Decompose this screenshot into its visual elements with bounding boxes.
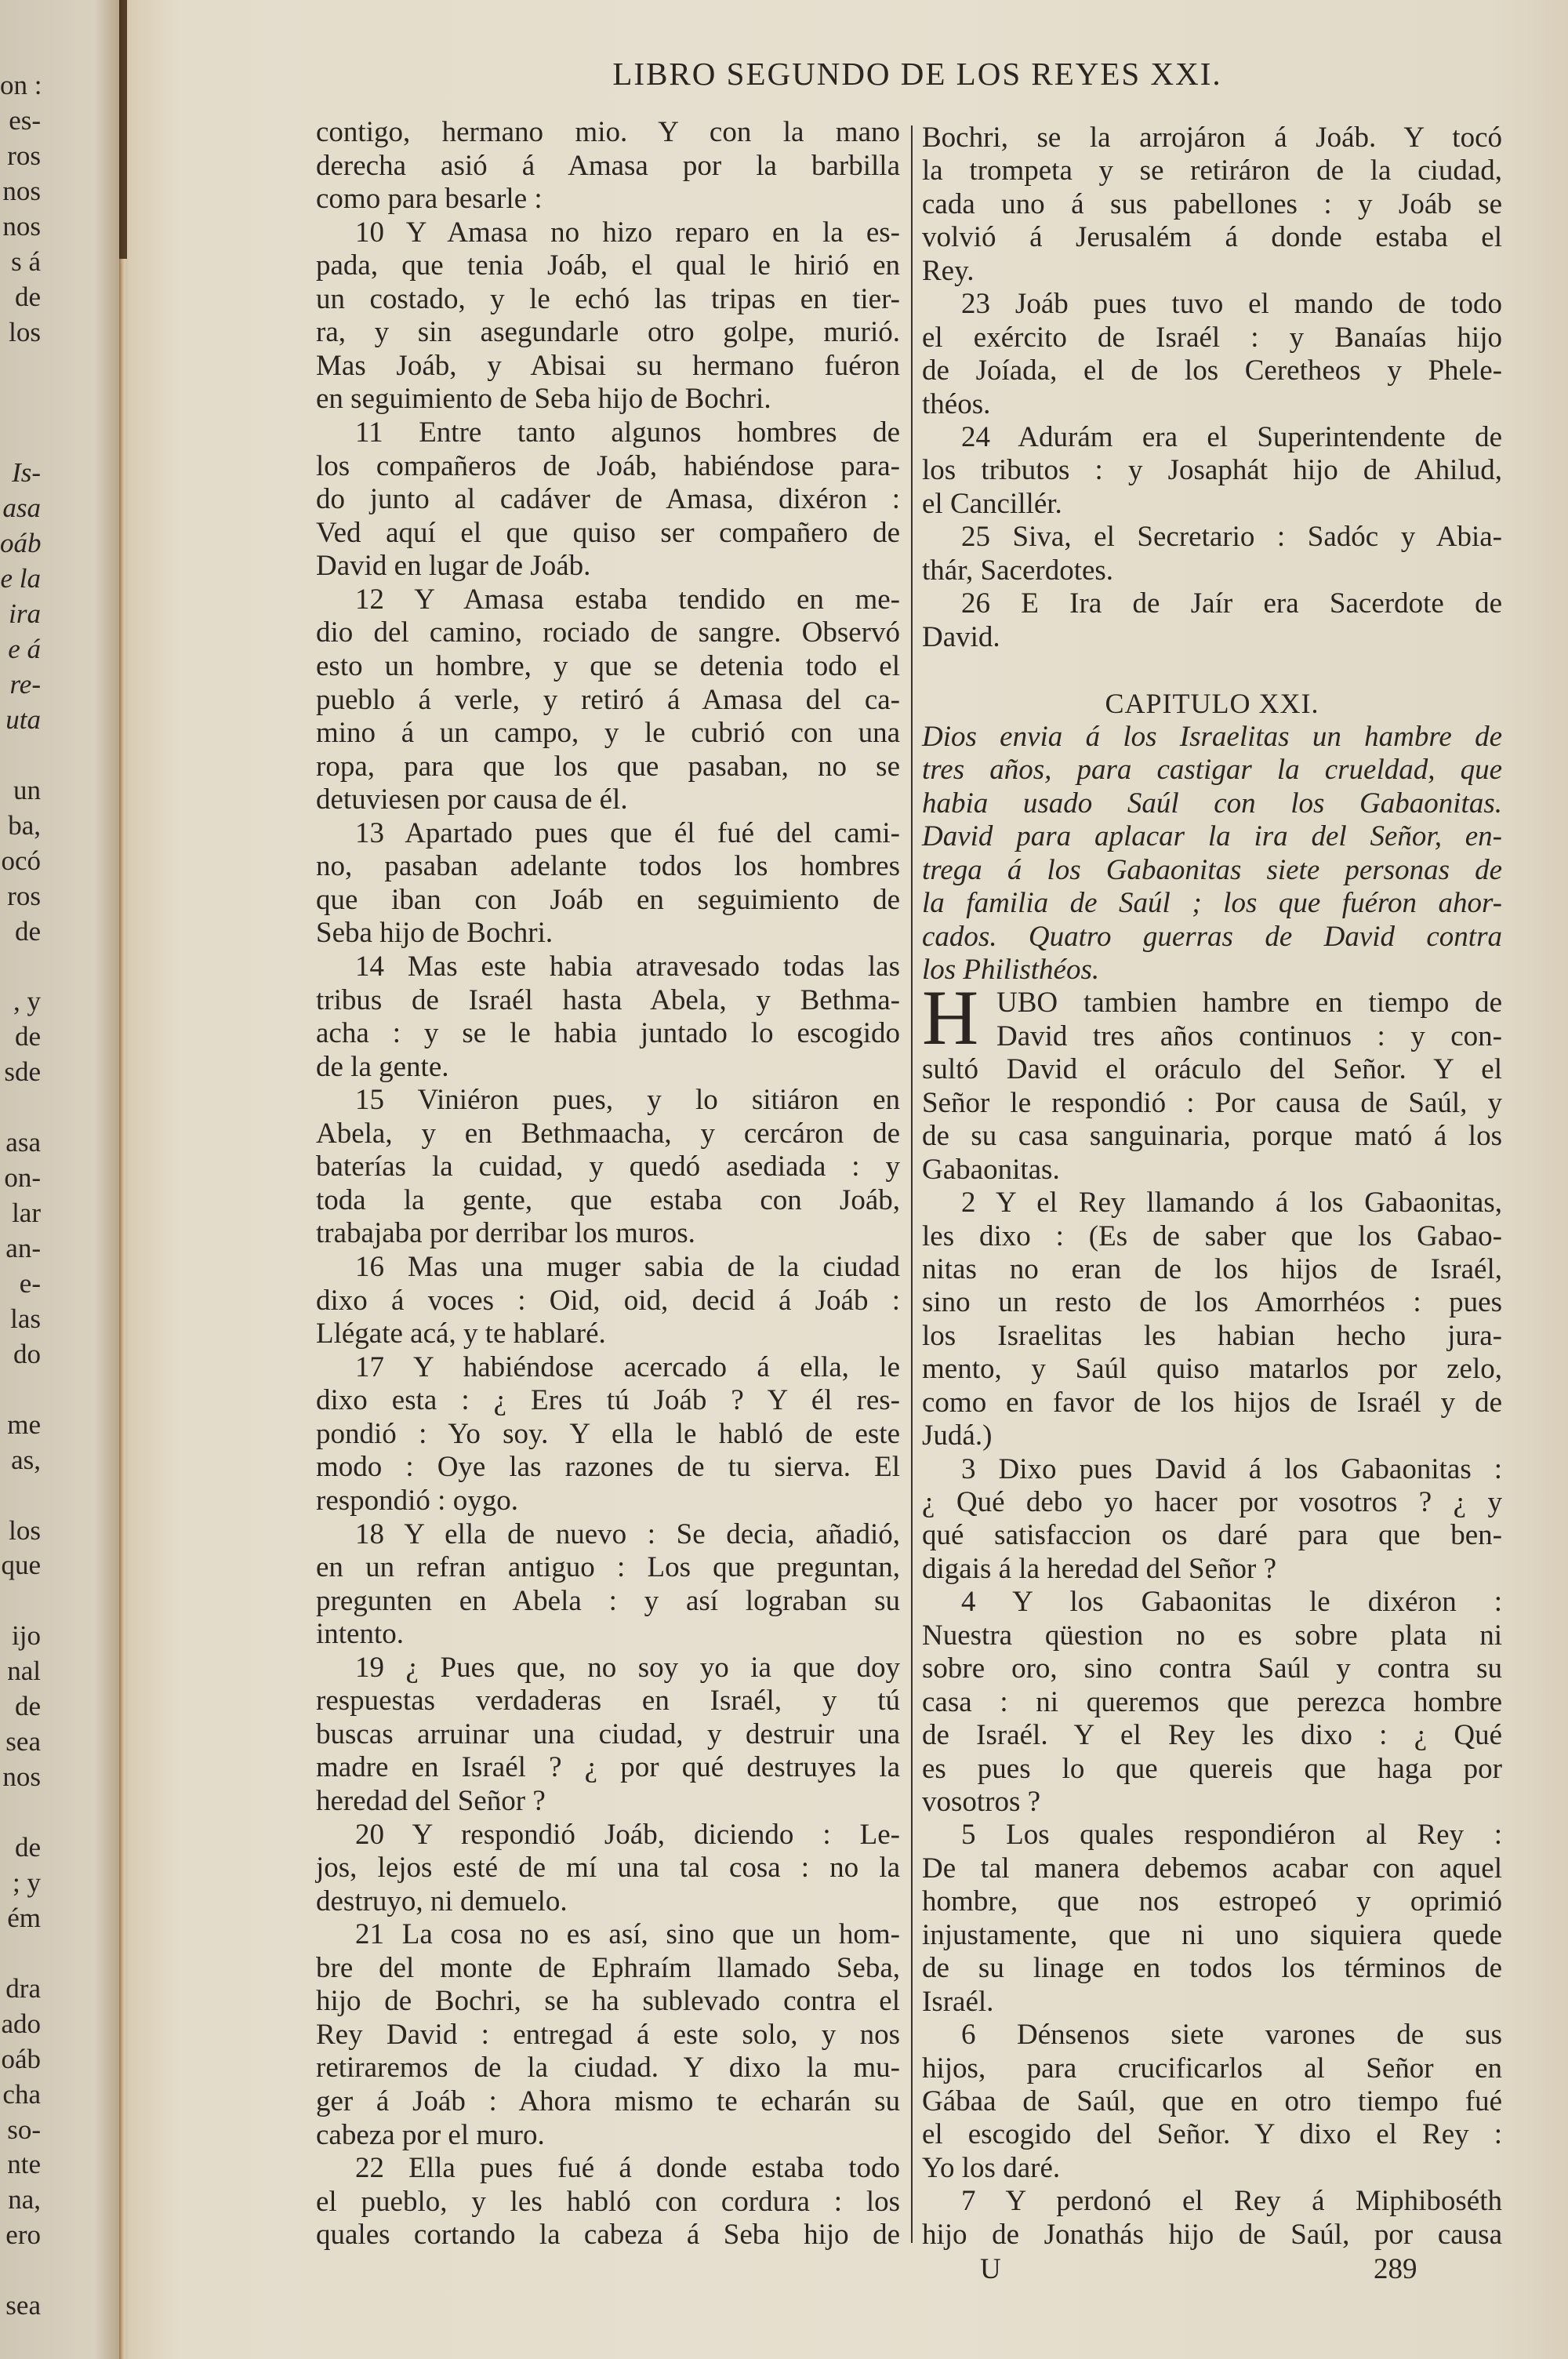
text-line: 6 Dénsenos siete varones de sus	[961, 2019, 1502, 2052]
facing-page-fragment: de	[14, 915, 41, 947]
text-line: modo : Oye las razones de tu sierva. El	[316, 1451, 900, 1484]
text-line: Abela, y en Bethmaacha, y cercáron de	[316, 1117, 900, 1150]
column-divider	[911, 125, 913, 2243]
facing-page-fragment: ijo	[12, 1620, 41, 1652]
text-line: toda la gente, que estaba con Joáb,	[316, 1183, 900, 1216]
text-line: jos, lejos esté de mí una tal cosa : no la	[316, 1852, 900, 1885]
text-line: dixo á voces : Oid, oid, decid á Joáb :	[316, 1284, 900, 1317]
text-line: no, pasaban adelante todos los hombres	[316, 850, 900, 883]
text-line: heredad del Señor ?	[316, 1785, 546, 1817]
text-line: como para besarle :	[316, 183, 543, 216]
text-line: Bochri, se la arrojáron á Joáb. Y tocó	[922, 122, 1502, 154]
facing-page-fragment: e á	[8, 634, 41, 665]
text-line: 13 Apartado pues que él fué del cami-	[355, 816, 900, 849]
text-line: théos.	[922, 387, 991, 420]
text-line: trabajaba por derribar los muros.	[316, 1217, 695, 1250]
text-line: 5 Los quales respondiéron al Rey :	[961, 1819, 1502, 1852]
facing-page-fragment: de	[14, 281, 41, 312]
text-line: sino un resto de los Amorrhéos : pues	[922, 1286, 1502, 1319]
facing-page-fragment: ros	[7, 140, 41, 171]
facing-page-fragment: que	[1, 1550, 41, 1581]
text-line: 3 Dixo pues David á los Gabaonitas :	[961, 1452, 1502, 1485]
facing-page-fragment: ba,	[8, 809, 41, 841]
text-line: intento.	[316, 1618, 405, 1651]
chapter-summary-line: la familia de Saúl ; los que fuéron ahor-	[922, 887, 1502, 920]
text-line: ropa, para que los que pasaban, no se	[316, 750, 900, 783]
text-line: acha : y se le habia juntado lo escogido	[316, 1017, 900, 1050]
text-line: Ved aquí el que quiso ser compañero de	[316, 516, 900, 549]
text-line: Seba hijo de Bochri.	[316, 917, 554, 950]
text-line: el pueblo, y les habló con cordura : los	[316, 2185, 900, 2218]
text-line: 16 Mas una muger sabia de la ciudad	[355, 1251, 900, 1284]
text-line: esto un hombre, y que se detenia todo el	[316, 649, 900, 682]
facing-page-fragment: Is-	[12, 457, 41, 489]
text-line: sultó David el oráculo del Señor. Y el	[922, 1053, 1502, 1086]
text-line: Nuestra qüestion no es sobre plata ni	[922, 1619, 1502, 1652]
facing-page-fragment: cha	[2, 2078, 41, 2110]
text-line: los compañeros de Joáb, habiéndose para-	[316, 449, 900, 482]
text-line: de Israél. Y el Rey les dixo : ¿ Qué	[922, 1719, 1502, 1752]
text-line: Yo los daré.	[922, 2151, 1061, 2184]
page-number: 289	[1374, 2253, 1417, 2285]
text-line: ¿ Qué debo yo hacer por vosotros ? ¿ y	[922, 1486, 1502, 1519]
text-line: 23 Joáb pues tuvo el mando de todo	[961, 288, 1502, 321]
text-line: 2 Y el Rey llamando á los Gabaonitas,	[961, 1187, 1502, 1219]
facing-page-fragment: me	[7, 1408, 41, 1440]
facing-page-fragment: ; y	[13, 1866, 41, 1898]
text-line: 26 E Ira de Jaír era Sacerdote de	[961, 587, 1502, 620]
facing-page-fragment: de	[14, 1021, 41, 1052]
text-line: Judá.)	[922, 1419, 993, 1452]
text-line: mino á un campo, y le cubrió con una	[316, 717, 900, 750]
facing-page-fragment: un	[13, 774, 41, 805]
running-header: LIBRO SEGUNDO DE LOS REYES XXI.	[612, 56, 1222, 92]
text-line: Rey David : entregad á este solo, y nos	[316, 2018, 900, 2051]
text-line: un costado, y le echó las tripas en tier-	[316, 282, 900, 315]
facing-page-fragment: de	[14, 1691, 41, 1722]
text-line: 17 Y habiéndose acercado á ella, le	[355, 1350, 900, 1383]
facing-page-fragment: so-	[7, 2114, 41, 2145]
facing-page-fragment: los	[9, 316, 41, 347]
text-line: de su linage en todos los términos de	[922, 1952, 1502, 1985]
facing-page-fragment: as,	[11, 1444, 41, 1475]
facing-page-fragment: nos	[2, 175, 41, 206]
text-line: buscas arruinar una ciudad, y destruir una	[316, 1717, 900, 1750]
text-line: les dixo : (Es de saber que los Gabao-	[922, 1219, 1502, 1252]
text-line: detuviesen por causa de él.	[316, 783, 628, 816]
text-line: derecha asió á Amasa por la barbilla	[316, 149, 900, 182]
text-line: volvió á Jerusalém á donde estaba el	[922, 221, 1502, 254]
text-line: los Israelitas les habian hecho jura-	[922, 1319, 1502, 1352]
text-line: los tributos : y Josaphát hijo de Ahilud,	[922, 454, 1502, 487]
text-line: Rey.	[922, 254, 975, 287]
facing-page-fragment: dra	[5, 1972, 41, 2004]
text-line: contigo, hermano mio. Y con la mano	[316, 116, 900, 148]
text-line: Israél.	[922, 1985, 994, 2018]
facing-page-fragment: asa	[2, 493, 41, 524]
facing-page-fragment: nos	[2, 1761, 41, 1793]
facing-page-fragment: oáb	[0, 528, 42, 559]
text-line: la trompeta y se retiráron de la ciudad,	[922, 154, 1502, 187]
text-line: 7 Y perdonó el Rey á Miphiboséth	[961, 2185, 1502, 2218]
facing-page-fragment: los	[9, 1514, 41, 1546]
text-line: ger á Joáb : Ahora mismo te echarán su	[316, 2085, 900, 2118]
facing-page-fragment: es-	[9, 104, 41, 136]
text-line: 24 Adurám era el Superintendente de	[961, 420, 1502, 453]
facing-page-fragment: e la	[0, 563, 41, 594]
text-line: pregunten en Abela : y así lograban su	[316, 1584, 900, 1617]
chapter-summary-line: Dios envia á los Israelitas un hambre de	[922, 720, 1502, 753]
text-line: 19 ¿ Pues que, no soy yo ia que doy	[355, 1651, 900, 1684]
text-line: el escogido del Señor. Y dixo el Rey :	[922, 2118, 1502, 2151]
text-line: Gabaonitas.	[922, 1153, 1060, 1186]
text-line: bre del monte de Ephraím llamado Seba,	[316, 1951, 900, 1984]
facing-page-fragment: on :	[0, 70, 42, 100]
text-line: 18 Y ella de nuevo : Se decia, añadió,	[355, 1518, 900, 1550]
book-gutter	[119, 0, 125, 2359]
text-line: casa : ni queremos que perezca hombre	[922, 1685, 1502, 1718]
text-line: Gábaa de Saúl, que en otro tiempo fué	[922, 2085, 1502, 2117]
text-line: digais á la heredad del Señor ?	[922, 1552, 1277, 1585]
text-line: dixo esta : ¿ Eres tú Joáb ? Y él res-	[316, 1384, 900, 1417]
chapter-summary-line: tres años, para castigar la crueldad, que	[922, 754, 1502, 787]
text-line: pueblo á verle, y retiró á Amasa del ca-	[316, 683, 900, 716]
text-line: 21 La cosa no es así, sino que un hom-	[355, 1918, 900, 1951]
text-line: de Joíada, el de los Ceretheos y Phele-	[922, 354, 1502, 387]
facing-page-fragment: sea	[5, 1726, 41, 1757]
text-line: hijos, para crucificarlos al Señor en	[922, 2052, 1502, 2085]
facing-page-fragment: on-	[4, 1162, 41, 1194]
chapter-summary-line: David para aplacar la ira del Señor, en-	[922, 820, 1502, 853]
text-line: el Cancillér.	[922, 487, 1062, 520]
text-line: 22 Ella pues fué á donde estaba todo	[355, 2152, 900, 2185]
facing-page-fragment: ira	[9, 598, 41, 630]
text-line: cada uno á sus pabellones : y Joáb se	[922, 187, 1502, 220]
text-line: que iban con Joáb en seguimiento de	[316, 883, 900, 916]
text-line: De tal manera debemos acabar con aquel	[922, 1852, 1502, 1885]
facing-page-fragment: ero	[5, 2219, 41, 2251]
facing-page-fragment: de	[14, 1832, 41, 1863]
facing-page-fragment: ém	[7, 1902, 41, 1933]
text-line: 14 Mas este habia atravesado todas las	[355, 951, 900, 983]
text-line: el exército de Israél : y Banaías hijo	[922, 321, 1502, 354]
text-line: destruyo, ni demuelo.	[316, 1885, 568, 1917]
text-line: thár, Sacerdotes.	[922, 554, 1114, 587]
facing-page-fragment: ado	[1, 2008, 41, 2039]
facing-page-fragment: nte	[7, 2149, 41, 2180]
text-line: es pues lo que quereis que haga por	[922, 1752, 1502, 1785]
text-line: 15 Viniéron pues, y lo sitiáron en	[355, 1084, 900, 1117]
facing-page-fragment: do	[13, 1338, 41, 1369]
text-line: quales cortando la cabeza á Seba hijo de	[316, 2219, 900, 2252]
text-line: 25 Siva, el Secretario : Sadóc y Abia-	[961, 521, 1502, 554]
facing-page-fragment: uta	[5, 703, 41, 735]
chapter-heading: CAPITULO XXI.	[1105, 688, 1319, 720]
facing-page-fragment: nos	[2, 210, 41, 242]
facing-page-fragment: re-	[9, 668, 41, 700]
text-line: do junto al cadáver de Amasa, dixéron :	[316, 483, 900, 516]
text-line: vosotros ?	[922, 1786, 1041, 1818]
text-line: hijo de Bochri, se ha sublevado contra el	[316, 1985, 900, 2018]
text-line: 20 Y respondió Joáb, diciendo : Le-	[355, 1818, 900, 1851]
text-line: 10 Y Amasa no hizo reparo en la es-	[355, 216, 900, 249]
text-line: como en favor de los hijos de Israél y de	[922, 1386, 1502, 1419]
text-line: cabeza por el muro.	[316, 2118, 545, 2151]
text-line: UBO tambien hambre en tiempo de	[996, 987, 1502, 1020]
text-line: pondió : Yo soy. Y ella le habló de este	[316, 1417, 900, 1450]
chapter-summary-line: habia usado Saúl con los Gabaonitas.	[922, 787, 1502, 820]
text-line: retiraremos de la ciudad. Y dixo la mu-	[316, 2052, 900, 2085]
facing-page-fragment: na,	[8, 2184, 41, 2215]
text-line: pada, que tenia Joáb, el qual le hirió en	[316, 249, 900, 282]
facing-page-fragment: ros	[7, 880, 41, 911]
text-line: hombre, que nos estropeó y oprimió	[922, 1885, 1502, 1918]
text-line: de su casa sanguinaria, porque mató á los	[922, 1120, 1502, 1153]
text-line: respondió : oygo.	[316, 1484, 518, 1517]
signature-mark: U	[980, 2253, 1001, 2285]
facing-page-fragment: oáb	[1, 2043, 41, 2074]
facing-page-fragment: e-	[19, 1267, 41, 1299]
facing-page-fragment: sea	[5, 2290, 41, 2321]
text-line: en seguimiento de Seba hijo de Bochri.	[316, 383, 771, 416]
text-line: madre en Israél ? ¿ por qué destruyes la	[316, 1751, 900, 1784]
text-line: David.	[922, 620, 1000, 653]
facing-page-fragment: lar	[12, 1198, 41, 1229]
text-line: Señor le respondió : Por causa de Saúl, y	[922, 1086, 1502, 1119]
text-line: 4 Y los Gabaonitas le dixéron :	[961, 1586, 1502, 1619]
text-line: injustamente, que ni uno siquiera quede	[922, 1918, 1502, 1951]
text-line: sobre oro, sino contra Saúl y contra su	[922, 1652, 1502, 1685]
text-line: David en lugar de Joáb.	[316, 550, 591, 583]
text-line: mento, y Saúl quiso matarlos por zelo,	[922, 1353, 1502, 1386]
chapter-summary-line: trega á los Gabaonitas siete personas de	[922, 853, 1502, 886]
facing-page-fragment: , y	[13, 986, 41, 1017]
text-line: dio del camino, rociado de sangre. Observó	[316, 616, 900, 649]
text-line: Mas Joáb, y Abisai su hermano fuéron	[316, 349, 900, 382]
gutter-shadow	[119, 0, 127, 259]
text-line: 11 Entre tanto algunos hombres de	[355, 416, 900, 449]
facing-page-fragment: asa	[5, 1127, 41, 1158]
text-line: hijo de Jonathás hijo de Saúl, por causa	[922, 2218, 1502, 2251]
facing-page-fragment: an-	[5, 1233, 41, 1264]
text-line: ra, y sin asegundarle otro golpe, murió.	[316, 316, 900, 349]
facing-page-fragment: nal	[7, 1656, 41, 1687]
text-line: David tres años continuos : y con-	[996, 1020, 1502, 1052]
facing-page-fragment: sde	[4, 1056, 41, 1088]
chapter-summary-line: los Philisthéos.	[922, 954, 1100, 986]
text-line: nitas no eran de los hijos de Israél,	[922, 1252, 1502, 1285]
chapter-summary-line: cados. Quatro guerras de David contra	[922, 920, 1502, 953]
text-line: baterías la cuidad, y quedó asediada : y	[316, 1150, 900, 1183]
text-line: qué satisfaccion os daré para que ben-	[922, 1519, 1502, 1552]
text-line: de la gente.	[316, 1050, 449, 1083]
facing-page-fragment: s á	[11, 245, 41, 277]
text-line: Llégate acá, y te hablaré.	[316, 1318, 606, 1350]
text-line: en un refran antiguo : Los que preguntan,	[316, 1551, 900, 1584]
facing-page-fragment: las	[10, 1303, 41, 1334]
text-line: tribus de Israél hasta Abela, y Bethma-	[316, 983, 900, 1016]
facing-page-fragment: ocó	[1, 845, 41, 876]
text-line: 12 Y Amasa estaba tendido en me-	[355, 583, 900, 616]
text-line: respuestas verdaderas en Israél, y tú	[316, 1685, 900, 1717]
drop-cap: H	[922, 974, 979, 1062]
